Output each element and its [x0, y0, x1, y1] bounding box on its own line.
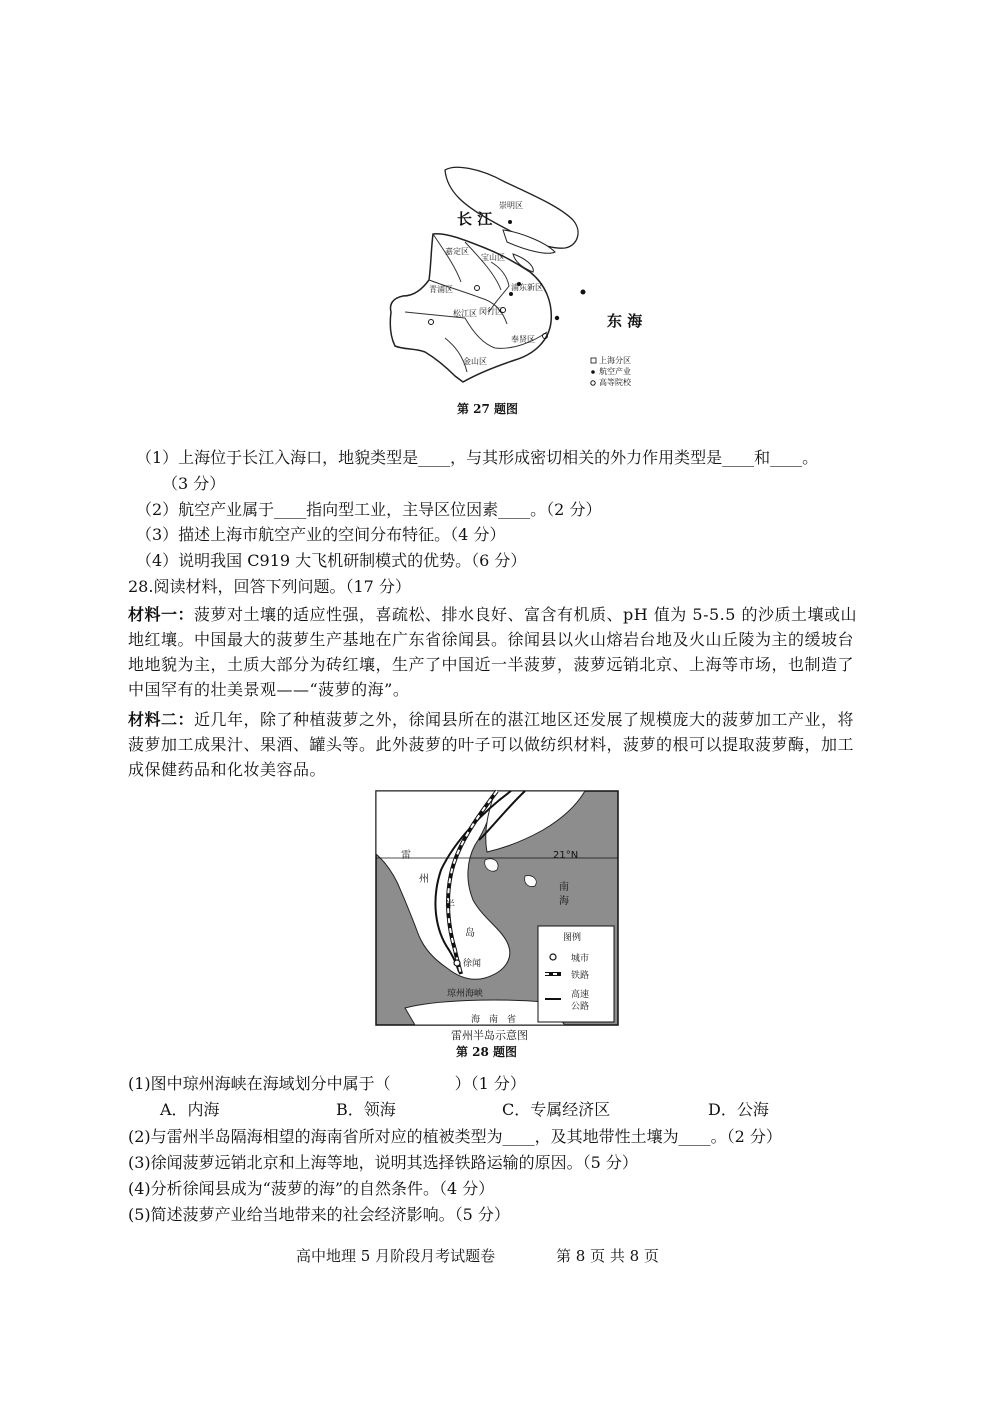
map28-label-dao: 岛 [465, 928, 475, 939]
legend-item-university: 高等院校 [599, 378, 631, 387]
q28-material-1 [128, 602, 864, 702]
shanghai-map-drawing [385, 162, 675, 394]
legend-city: 城市 [571, 954, 590, 964]
material-2-text: 近几年，除了种植菠萝之外，徐闻县所在的湛江地区还发展了规模庞大的菠萝加工产业，将菠萝加工成果汁、果酒、罐头等。此外菠萝的叶子可以做纺织材料，菠萝的根可以提取菠萝酶，加工成保健药品和化妆美容品。 [128, 710, 855, 779]
q27-sub4: （4）说明我国 C919 大飞机研制模式的优势。（6 分） [136, 551, 527, 570]
district-jiading: 嘉定区 [445, 247, 469, 256]
district-pudong: 浦东新区 [511, 283, 543, 292]
legend-rail: 铁路 [571, 971, 590, 981]
q27-sub1: （1）上海位于长江入海口，地貌类型是____，与其形成密切相关的外力作用类型是____和____。 [136, 448, 819, 467]
map28-label-zhou: 州 [419, 874, 429, 885]
map-label-donghai: 东 海 [607, 312, 643, 330]
legend-item-district: 上海分区 [599, 356, 631, 365]
map28-label-nan: 南 [559, 882, 569, 893]
map28-latitude: 21°N [553, 850, 579, 861]
leizhou-map [375, 790, 619, 1026]
district-minhang: 闵行区 [479, 307, 503, 316]
footer-exam-title: 高中地理 5 月阶段月考试题卷 [296, 1247, 496, 1265]
legend-item-aviation: 航空产业 [599, 367, 631, 376]
map28-label-strait: 琼州海峡 [447, 989, 484, 999]
map28-label-hainan: 海 南 省 [471, 1015, 517, 1025]
option-b: B．领海 [336, 1100, 396, 1119]
material-1-label: 材料一： [128, 605, 195, 624]
material-1-text: 菠萝对土壤的适应性强，喜疏松、排水良好、富含有机质、pH 值为 5-5.5 的沙质土壤或山地红壤。中国最大的菠萝生产基地在广东省徐闻县。徐闻县以火山熔岩台地及火山丘陵为主的缓坡台地地貌为主，土质大部分为砖红壤，生产了中国近一半菠萝，菠萝远销北京、上海等市场，也制造了中国罕有的壮美景观——“菠萝的海”。 [128, 605, 858, 699]
map28-label-hai: 海 [559, 896, 569, 907]
material-2-label: 材料二： [128, 710, 195, 729]
map28-caption: 第 28 题图 [456, 1045, 518, 1059]
q27-sub1-score: （3 分） [162, 474, 226, 493]
option-d: D．公海 [708, 1100, 769, 1119]
district-qingpu: 青浦区 [429, 285, 453, 294]
legend-highway-1: 高速 [571, 990, 590, 1000]
q28-sub1: (1)图中琼州海峡在海域划分中属于（ ）（1 分） [128, 1074, 526, 1093]
district-songjiang: 松江区 [453, 309, 477, 318]
q28-sub4: (4)分析徐闻县成为“菠萝的海”的自然条件。（4 分） [128, 1179, 495, 1198]
q27-sub3: （3）描述上海市航空产业的空间分布特征。（4 分） [136, 525, 506, 544]
q28-sub3: (3)徐闻菠萝远销北京和上海等地，说明其选择铁路运输的原因。（5 分） [128, 1153, 638, 1172]
map27-caption: 第 27 题图 [457, 402, 519, 416]
district-chongming: 崇明区 [499, 201, 523, 210]
district-baoshan: 宝山区 [481, 253, 505, 262]
option-a: A．内海 [160, 1100, 220, 1119]
q28-sub5: (5)简述菠萝产业给当地带来的社会经济影响。（5 分） [128, 1205, 510, 1224]
map28-subtitle: 雷州半岛示意图 [451, 1029, 528, 1042]
district-jinshan: 金山区 [463, 357, 487, 366]
map28-label-ban: 半 [445, 900, 455, 911]
q28-material-2 [128, 707, 864, 782]
footer-page-number: 第 8 页 共 8 页 [556, 1247, 659, 1265]
district-fengxian: 奉贤区 [511, 335, 535, 344]
map28-label-xuwen: 徐闻 [463, 959, 482, 969]
option-c: C．专属经济区 [502, 1100, 611, 1119]
map-label-changjiang: 长 江 [457, 210, 493, 228]
q27-sub2: （2）航空产业属于____指向型工业，主导区位因素____。（2 分） [136, 500, 602, 519]
q28-sub2: (2)与雷州半岛隔海相望的海南省所对应的植被类型为____，及其地带性土壤为____。（2 分） [128, 1127, 782, 1146]
legend-title: 图例 [563, 933, 582, 943]
legend-highway-2: 公路 [571, 1002, 590, 1012]
shanghai-map [385, 162, 675, 394]
q28-header: 28.阅读材料，回答下列问题。（17 分） [128, 577, 411, 596]
map28-label-lei: 雷 [401, 850, 411, 861]
